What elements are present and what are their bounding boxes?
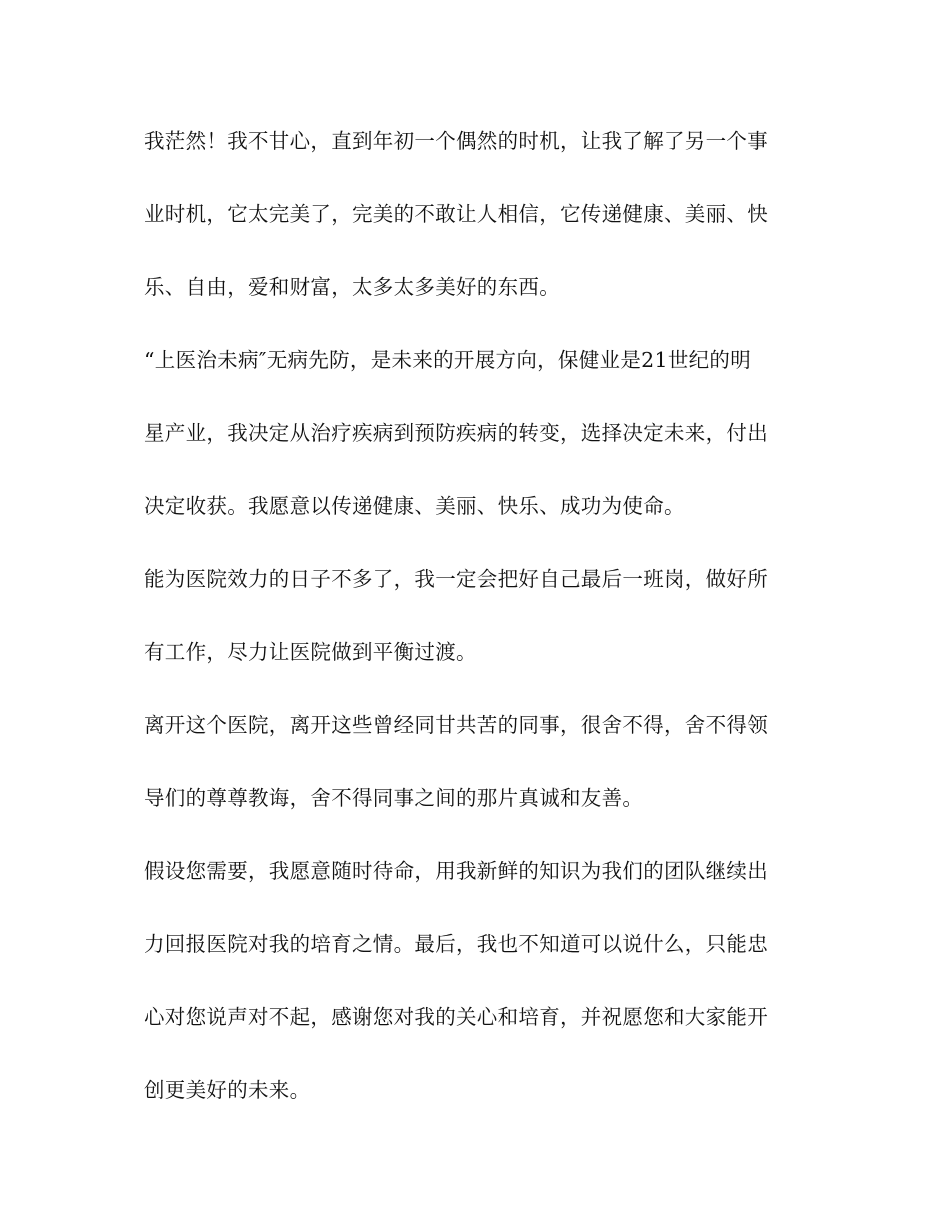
letter-body [144, 124, 824, 1146]
text-line: 心对您说声对不起，感谢您对我的关心和培育，并祝愿您和大家能开 [144, 1005, 768, 1029]
text-line: 创更美好的未来。 [144, 1078, 311, 1102]
text-line: 决定收获。我愿意以传递健康、美丽、快乐、成功为使命。 [144, 494, 685, 518]
text-line: 力回报医院对我的培育之情。最后，我也不知道可以说什么，只能忠 [144, 932, 768, 956]
text-line: “上医治未病″无病先防，是未来的开展方向，保健业是21世纪的明 [144, 348, 752, 372]
text-line: 导们的尊尊教诲，舍不得同事之间的那片真诚和友善。 [144, 786, 644, 810]
text-line: 能为医院效力的日子不多了，我一定会把好自己最后一班岗，做好所 [144, 567, 768, 591]
text-line: 星产业，我决定从治疗疾病到预防疾病的转变，选择决定未来，付出 [144, 421, 768, 445]
text-line: 乐、自由，爱和财富，太多太多美好的东西。 [144, 275, 560, 299]
text-line: 有工作，尽力让医院做到平衡过渡。 [144, 640, 477, 664]
text-line: 离开这个医院，离开这些曾经同甘共苦的同事，很舍不得，舍不得领 [144, 713, 768, 737]
text-line: 我茫然！我不甘心，直到年初一个偶然的时机，让我了解了另一个事 [144, 129, 768, 153]
text-line: 假设您需要，我愿意随时待命，用我新鲜的知识为我们的团队继续出 [144, 859, 768, 883]
text-line: 业时机，它太完美了，完美的不敢让人相信，它传递健康、美丽、快 [144, 202, 768, 226]
